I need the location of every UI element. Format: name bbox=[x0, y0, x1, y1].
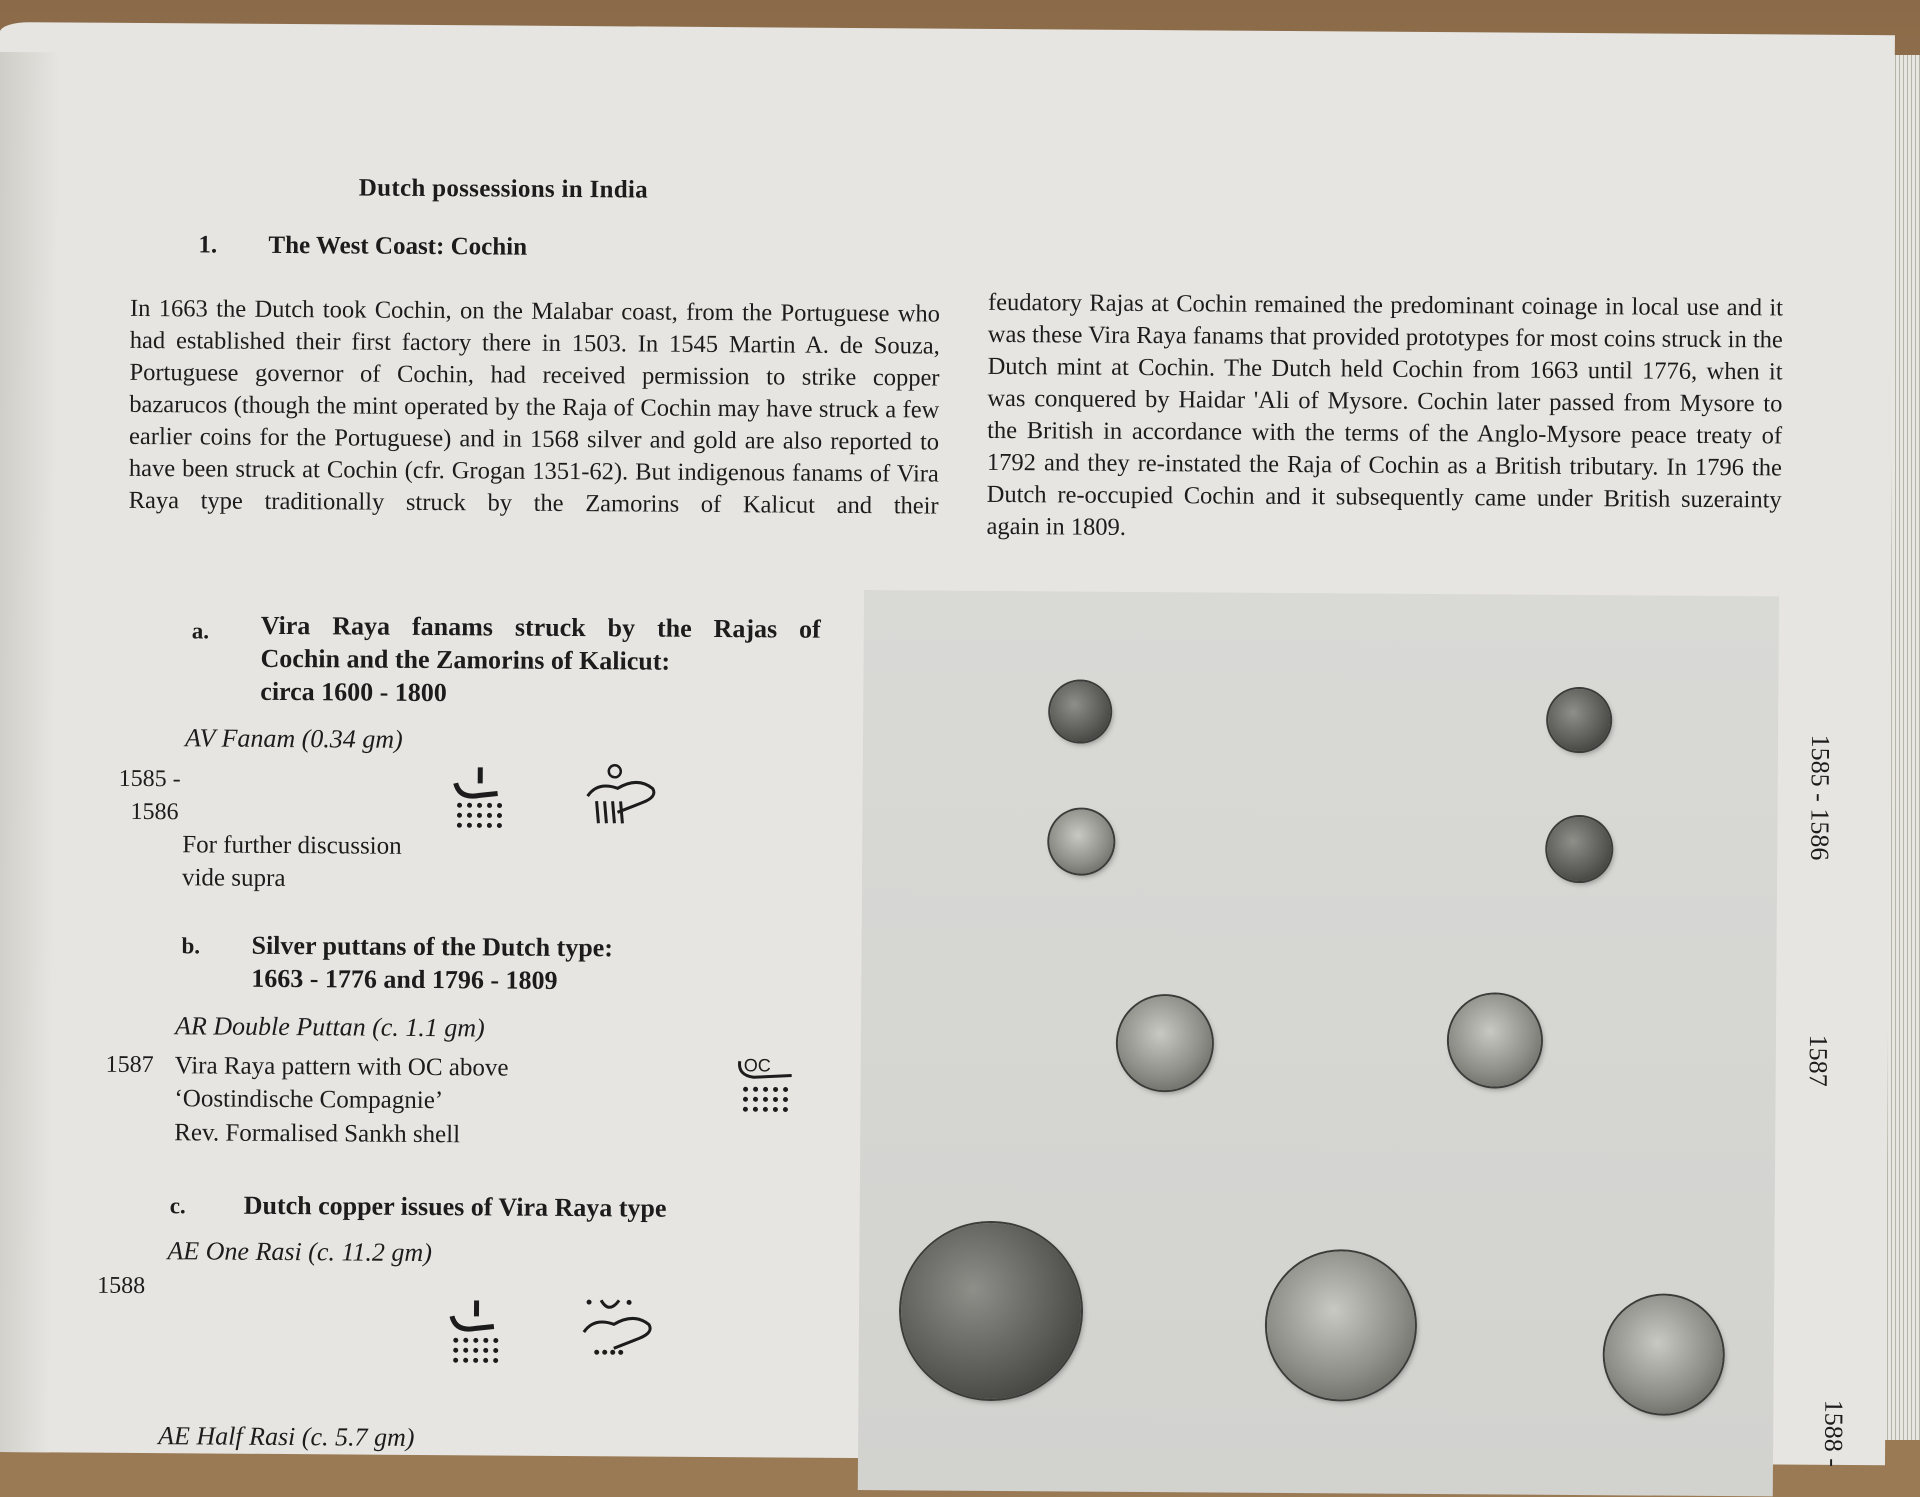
rasi-obverse-glyph bbox=[446, 1300, 506, 1370]
intro-paragraph-right-main: feudatory Rajas at Cochin remained the predominant coinage in local use and it was these Vira Raya fanams that provided prototypes for most coins struck in the Dutch mint at Cochin. The Dutch held Cochin from 1663 until 1776, when it was conquered by Haidar 'Ali of Mysore. Cochin later passed from Mysore to the British in accordance with the terms of the Anglo-Mysore peace treaty of 1792 and they re-instated the Raja of Cochin as a British tributary. In 1796 the Dutch re-occupied Cochin and it subsequently came under British suzerainty bbox=[986, 288, 1784, 514]
section-a-heading bbox=[260, 609, 821, 712]
page-title: Dutch possessions in India bbox=[358, 174, 649, 204]
coin-photo-1588-reverse bbox=[1266, 1251, 1415, 1400]
coin-photo-1586-obverse bbox=[1049, 809, 1113, 873]
section-b-heading bbox=[251, 929, 613, 998]
plate-label-1588: 1588 - bbox=[1818, 1399, 1849, 1468]
catalogue-number-1585: 1585 - bbox=[118, 765, 181, 793]
section-c-denomination: AE One Rasi (c. 11.2 gm) bbox=[167, 1236, 433, 1268]
section-a-line1: Vira Raya fanams struck by the Rajas of bbox=[260, 610, 821, 644]
section-c-letter: c. bbox=[169, 1193, 186, 1219]
plate-label-1587: 1587 bbox=[1803, 1034, 1833, 1087]
oc-puttan-glyph bbox=[737, 1053, 797, 1123]
catalogue-number-1588: 1588 bbox=[97, 1272, 146, 1300]
plate-label-1585-1586: 1585 - 1586 bbox=[1805, 734, 1836, 861]
section-1-title: The West Coast: Cochin bbox=[268, 231, 528, 261]
section-b-desc-line1: Vira Raya pattern with OC above bbox=[174, 1052, 509, 1082]
catalogue-number-1586: 1586 bbox=[130, 798, 179, 826]
coin-photo-1587-obverse bbox=[1118, 996, 1213, 1091]
section-c-heading: Dutch copper issues of Vira Raya type bbox=[243, 1190, 667, 1223]
fanam-obverse-glyph bbox=[449, 765, 509, 835]
section-1-number: 1. bbox=[198, 231, 218, 259]
fanam-reverse-glyph bbox=[582, 761, 662, 832]
section-a-denomination: AV Fanam (0.34 gm) bbox=[184, 723, 403, 754]
coin-photo-1585-obverse bbox=[1050, 681, 1110, 741]
section-b-denomination: AR Double Puttan (c. 1.1 gm) bbox=[174, 1011, 485, 1043]
coin-photo-plate bbox=[858, 590, 1779, 1496]
coin-photo-1586-reverse bbox=[1547, 817, 1611, 881]
section-b-line1: Silver puttans of the Dutch type: bbox=[251, 930, 614, 963]
section-b-line2: 1663 - 1776 and 1796 - 1809 bbox=[251, 963, 558, 995]
section-b-letter: b. bbox=[181, 933, 201, 959]
rasi-reverse-glyph bbox=[579, 1294, 660, 1370]
section-a-note-line1: For further discussion bbox=[182, 831, 402, 860]
intro-paragraph-left: In 1663 the Dutch took Cochin, on the Malabar coast, from the Portuguese who had established their first factory there in 1503. In 1545 Martin A. de Souza, Portuguese governor of Cochin, had received permission to strike copper bazarucos (though the mint operated by the Raja of Cochin may have struck a few earlier coins for the Portuguese) and in 1568 silver and gold are also reported to have been struck at Cochin (cfr. Grogan 1351-62). But indigenous fanams of Vira Raya type traditionally struck by the Zamorins of Kalicut and their bbox=[128, 294, 941, 520]
section-a-note-line2: vide supra bbox=[181, 864, 286, 893]
section-1-heading bbox=[198, 231, 527, 261]
coin-photo-1587-reverse bbox=[1449, 994, 1542, 1087]
section-a-letter: a. bbox=[191, 618, 210, 644]
catalogue-number-1587: 1587 bbox=[105, 1051, 154, 1079]
book-page bbox=[0, 22, 1895, 1468]
section-a-line2: Cochin and the Zamorins of Kalicut: bbox=[260, 643, 671, 676]
section-c-denomination-2: AE Half Rasi (c. 5.7 gm) bbox=[158, 1421, 415, 1452]
intro-paragraph-right bbox=[986, 287, 1783, 549]
section-b-desc-line3: Rev. Formalised Sankh shell bbox=[174, 1119, 461, 1149]
section-b-desc-line2: ‘Oostindische Compagnie’ bbox=[174, 1085, 444, 1115]
coin-photo-1588-obverse bbox=[900, 1222, 1081, 1399]
oc-glyph-text: OC bbox=[743, 1055, 771, 1076]
section-a-line3: circa 1600 - 1800 bbox=[260, 676, 447, 708]
coin-photo-1585-reverse bbox=[1548, 689, 1610, 751]
intro-paragraph-right-last: again in 1809. bbox=[986, 512, 1127, 541]
book-gutter-shadow bbox=[0, 52, 60, 1452]
coin-photo-half-rasi bbox=[1604, 1295, 1723, 1414]
